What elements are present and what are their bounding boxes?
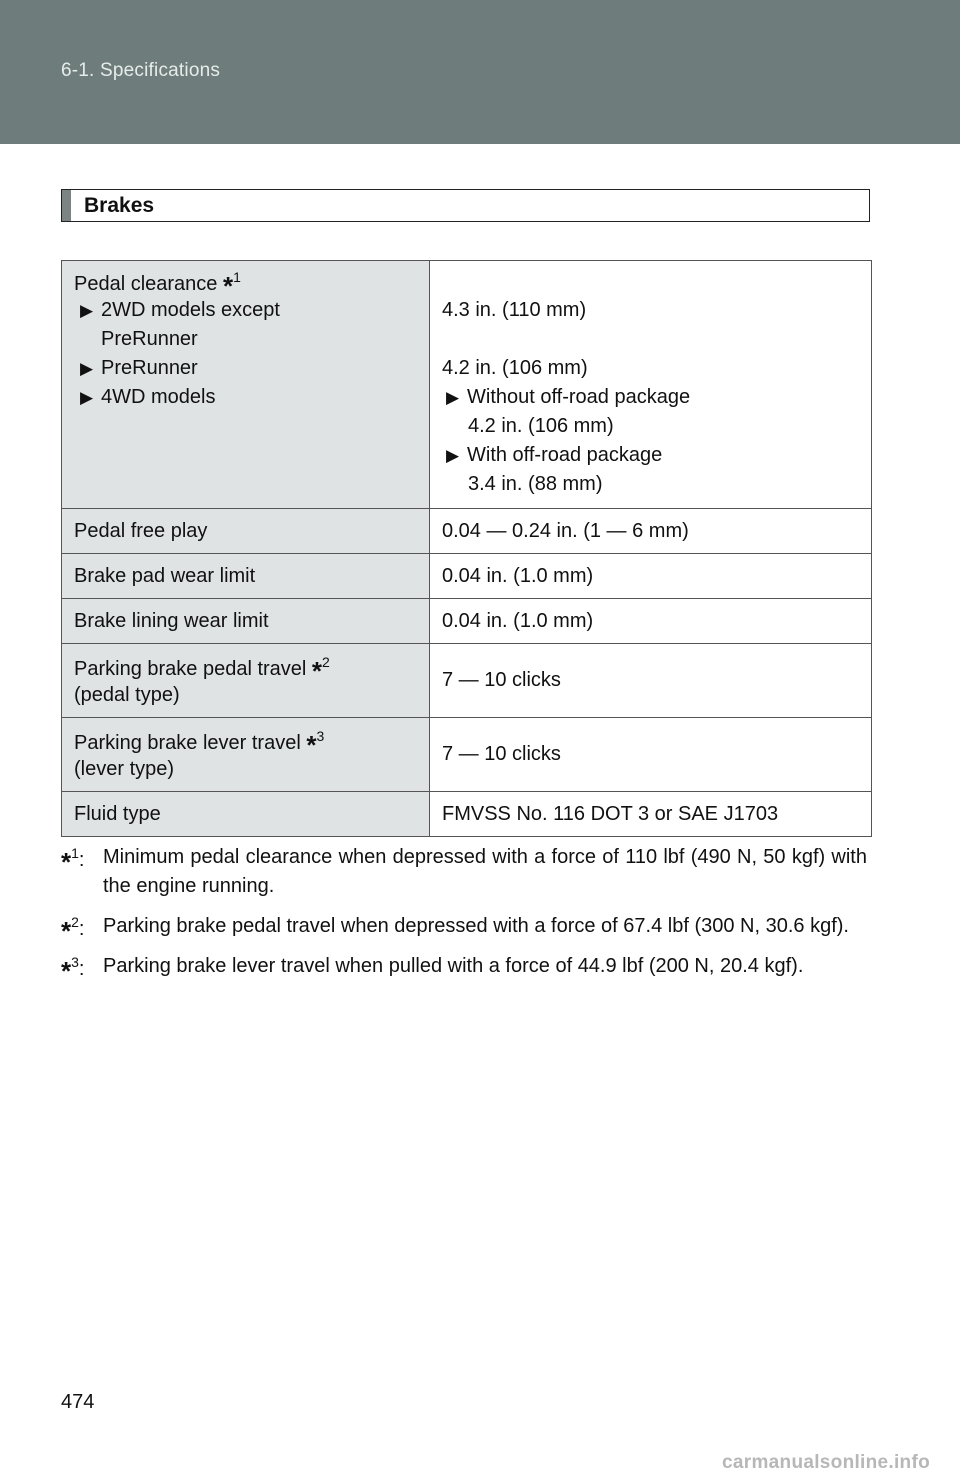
asterisk-icon: * — [61, 956, 72, 986]
table-row — [62, 509, 872, 554]
footnote-number: 1 — [71, 845, 79, 861]
watermark: carmanualsonline.info — [722, 1452, 930, 1473]
without-offroad-label: Without off-road package — [467, 386, 691, 408]
page-number: 474 — [61, 1391, 95, 1413]
parking-lever-value: 7 — 10 clicks — [430, 718, 872, 792]
footnote-marker: *$^3$: — [61, 954, 85, 986]
footnote-ref: 1 — [233, 269, 241, 285]
row-value: 0.04 in. (1.0 mm) — [430, 599, 872, 644]
section-heading-tab — [62, 190, 71, 221]
pedal-clearance-label: Pedal clearance — [74, 273, 218, 295]
asterisk-icon: * — [223, 271, 234, 301]
list-item: PreRunner — [101, 328, 198, 350]
section-title: Brakes — [84, 194, 155, 217]
asterisk-icon: * — [61, 916, 72, 946]
brakes-spec-table — [61, 260, 872, 837]
footnote-number: 3 — [71, 954, 79, 970]
arrow-right-icon: ▶ — [80, 388, 94, 407]
pedal-clearance-label-cell — [62, 261, 430, 509]
value-prerunner: 4.2 in. (106 mm) — [442, 357, 588, 379]
arrow-right-icon: ▶ — [80, 359, 94, 378]
footnote-ref: 2 — [322, 653, 330, 670]
footnote-marker: *$^2$: — [61, 914, 85, 946]
arrow-right-icon: ▶ — [446, 388, 460, 407]
asterisk-icon: * — [61, 847, 72, 877]
parking-pedal-label: Parking brake pedal travel — [74, 657, 307, 680]
parking-pedal-label-cell — [62, 644, 430, 718]
row-label: Pedal free play — [62, 509, 430, 554]
parking-lever-label: Parking brake lever travel — [74, 731, 301, 754]
list-item: 2WD models except — [101, 299, 280, 321]
page-header — [0, 0, 960, 144]
footnotes — [61, 843, 867, 992]
footnote-item — [61, 843, 867, 901]
without-offroad-value: 4.2 in. (106 mm) — [468, 415, 614, 437]
table-row-parking-pedal — [62, 644, 872, 718]
section-heading — [61, 189, 870, 222]
arrow-right-icon: ▶ — [80, 301, 94, 320]
list-item: 4WD models — [101, 386, 216, 408]
table-row — [62, 554, 872, 599]
row-value: 0.04 in. (1.0 mm) — [430, 554, 872, 599]
footnote-item — [61, 912, 867, 946]
chapter-title: 6-1. Specifications — [61, 60, 221, 81]
footnote-ref: 3 — [316, 727, 325, 744]
table-row — [62, 599, 872, 644]
parking-pedal-value: 7 — 10 clicks — [430, 644, 872, 718]
table-row-parking-lever — [62, 718, 872, 792]
with-offroad-label: With off-road package — [467, 444, 663, 466]
parking-lever-sub: (lever type) — [74, 757, 175, 780]
table-row — [62, 792, 872, 837]
parking-pedal-sub: (pedal type) — [74, 683, 180, 706]
value-2wd: 4.3 in. (110 mm) — [442, 299, 587, 321]
fluid-type-value: FMVSS No. 116 DOT 3 or SAE J1703 — [430, 792, 872, 837]
footnote-number: 2 — [71, 914, 79, 930]
footnote-marker: *$^1$: — [61, 845, 85, 877]
row-value: 0.04 — 0.24 in. (1 — 6 mm) — [430, 509, 872, 554]
table-row-pedal-clearance — [62, 261, 872, 509]
footnote-text: Parking brake pedal travel when depressed with a force of 67.4 lbf (300 N, 30.6 kgf). — [103, 915, 849, 937]
pedal-clearance-value-cell — [430, 261, 872, 509]
arrow-right-icon: ▶ — [446, 446, 460, 465]
asterisk-icon: * — [311, 655, 323, 686]
footnote-text: Parking brake lever travel when pulled with a force of 44.9 lbf (200 N, 20.4 kgf). — [103, 955, 804, 977]
row-label: Brake pad wear limit — [62, 554, 430, 599]
with-offroad-value: 3.4 in. (88 mm) — [468, 473, 603, 495]
row-label: Brake lining wear limit — [62, 599, 430, 644]
footnote-item — [61, 952, 867, 986]
fluid-type-label: Fluid type — [62, 792, 430, 837]
parking-lever-label-cell — [62, 718, 430, 792]
asterisk-icon: * — [306, 729, 317, 760]
footnote-text: Minimum pedal clearance when depressed with a force of 110 lbf (490 N, 50 kgf) with the engine running. — [103, 846, 867, 897]
list-item: PreRunner — [101, 357, 198, 379]
